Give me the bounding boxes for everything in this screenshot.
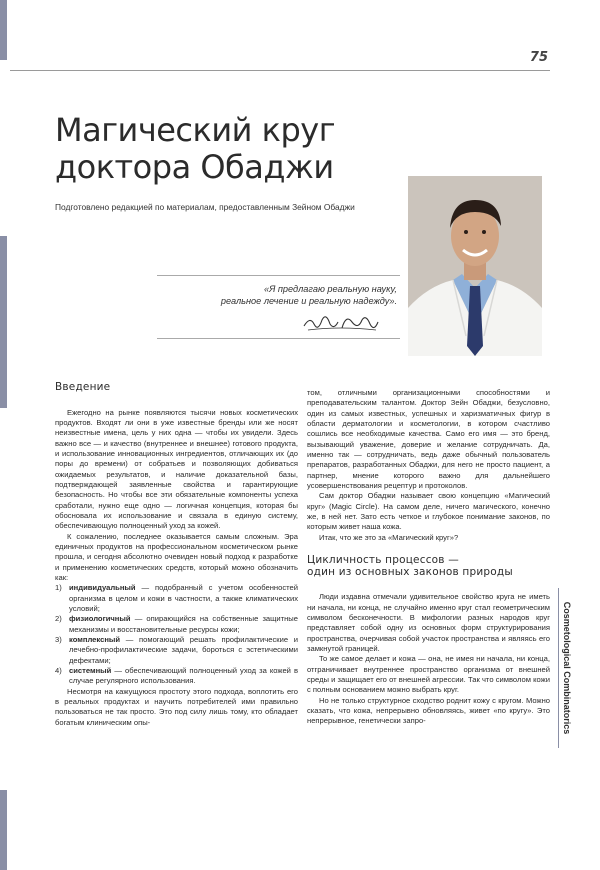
list-text: — подобранный с учетом особенностей организма в целом и кожи в частности, а также климатических условий; — [69, 583, 298, 614]
pull-quote — [175, 283, 397, 307]
list-term: индивидуальный — [69, 583, 136, 593]
list-item — [55, 583, 298, 614]
list-number: 4) — [55, 666, 62, 676]
list-number: 3) — [55, 635, 62, 645]
paragraph: Сам доктор Обаджи называет свою концепцию «Магический круг» (Magic Circle). На самом деле, ничего магического, конечно же, в ней нет. Зато есть четкое и глубокое понимание законов, по которым живет наша кожа. — [307, 491, 550, 532]
list-item — [55, 614, 298, 635]
paragraph: Несмотря на кажущуюся простоту этого подхода, воплотить его в реальных продуктах и научить потребителей ими правильно пользоваться не так просто. Это под силу лишь тому, кто обладает богатым клиническим опы- — [55, 686, 298, 727]
doctor-portrait-photo — [408, 176, 542, 356]
article-title — [55, 112, 385, 186]
right-column — [307, 388, 550, 727]
left-edge-bar-top — [0, 0, 7, 60]
quote-line-2: реальное лечение и реальную надежду». — [220, 296, 397, 306]
quote-rule-bottom — [157, 338, 400, 339]
title-line-1: Магический круг — [55, 111, 335, 149]
section-heading-intro: Введение — [55, 381, 111, 393]
section-heading-cycles — [307, 555, 550, 578]
list-text: — опирающийся на собственные защитные механизмы и восстановительные ресурсы кожи; — [69, 614, 298, 634]
list-number: 1) — [55, 583, 62, 593]
signature-image — [300, 310, 380, 334]
paragraph: Люди издавна отмечали удивительное свойство круга не иметь ни начала, ни конца, не случайно именно круг стал геометрическим символом бесконечности. В мифологии разных народов круг представляет собой одну из основных форм структурирования пространства, очерчивая собой участок пространства и являясь его замкнутой границей. — [307, 592, 550, 653]
paragraph: То же самое делает и кожа — она, не имея ни начала, ни конца, отграничивает внутреннее пространство организма от внешней среды и защищает его от внешней агрессии. Так что символом кожи с полным основанием можно выбрать круг. — [307, 654, 550, 695]
paragraph: Итак, что же это за «Магический круг»? — [319, 532, 459, 542]
quote-line-1: «Я предлагаю реальную науку, — [263, 284, 397, 294]
left-edge-bar-middle — [0, 236, 7, 408]
page-number: 75 — [529, 50, 548, 65]
list-text: — обеспечивающий полноценный уход за кожей в случае регулярного использования. — [69, 666, 298, 686]
left-column — [55, 382, 298, 728]
list-term: системный — [69, 666, 112, 676]
list-item — [55, 635, 298, 666]
paragraph: Ежегодно на рынке появляются тысячи новых косметических продуктов. Входят ли они в уже известные бренды или же носят неизвестные имена, цель у них одна — чтобы их увидели. Здесь важно все — и качество (внутреннее и внешнее) готового продукта, и использование инновационных ингредиентов, отличающих их (до поры до времени) от собратьев и позволяющих добиваться ожидаемых результатов, и наличие доказательной базы, подтверждающей заявленные свойства и гарантирующие безопасность. Но чтобы все эти обязательные компоненты успеха сработали, нужно еще одно — логичная концепция, которая бы обосновала их использование и связала в единую систему, обеспечивающую полноценный уход за кожей. — [55, 407, 298, 531]
article-subtitle: Подготовлено редакцией по материалам, предоставленным Зейном Обаджи — [55, 202, 355, 212]
quote-rule-top — [157, 275, 400, 276]
title-line-2: доктора Обаджи — [55, 148, 334, 186]
approach-list — [55, 583, 298, 686]
paragraph: том, отличными организационными способностями и преподавательским талантом. Доктор Зейн Обаджи, безусловно, один из самых известных, успешных и харизматичных фигур в области дерматологии и косметологии, в котором счастливо сошлись все необходимые качества. Само его имя — это бренд, вызывающий уважение, доверие и желание сотрудничать. Да, именно так — сотрудничать, ведь даже обычный пользователь препаратов, разработанных Обаджи, для него не просто пациент, а партнер, мнение которого важно для дальнейшего усовершенствования рецептур и протоколов. — [307, 388, 550, 491]
list-term: физиологичный — [69, 614, 131, 624]
heading-line-1: Цикличность процессов — — [307, 554, 459, 567]
list-number: 2) — [55, 614, 62, 624]
list-text: — помогающий решать профилактические и лечебно-профилактические задачи, бороться с эстетическими дефектами; — [69, 635, 298, 665]
list-item — [55, 666, 298, 687]
side-section-label: Cosmetological Combinatorics — [562, 601, 572, 735]
header-rule — [10, 70, 550, 71]
left-edge-bar-bottom — [0, 790, 7, 870]
paragraph: Но не только структурное сходство роднит кожу с кругом. Можно сказать, что кожа, непрерывно обновляясь, живет «по кругу». Это непрерывное, генетически запро- — [307, 695, 550, 726]
list-term: комплексный — [69, 635, 121, 645]
paragraph: К сожалению, последнее оказывается самым сложным. Эра единичных продуктов на профессиональном косметическом рынке прошла, и сегодня абсолютно очевиден новый подход к разработке и применению косметических средств, который можно обозначить как: — [55, 531, 298, 582]
side-tab-rule — [558, 588, 559, 748]
heading-line-2: один из основных законов природы — [307, 565, 513, 578]
